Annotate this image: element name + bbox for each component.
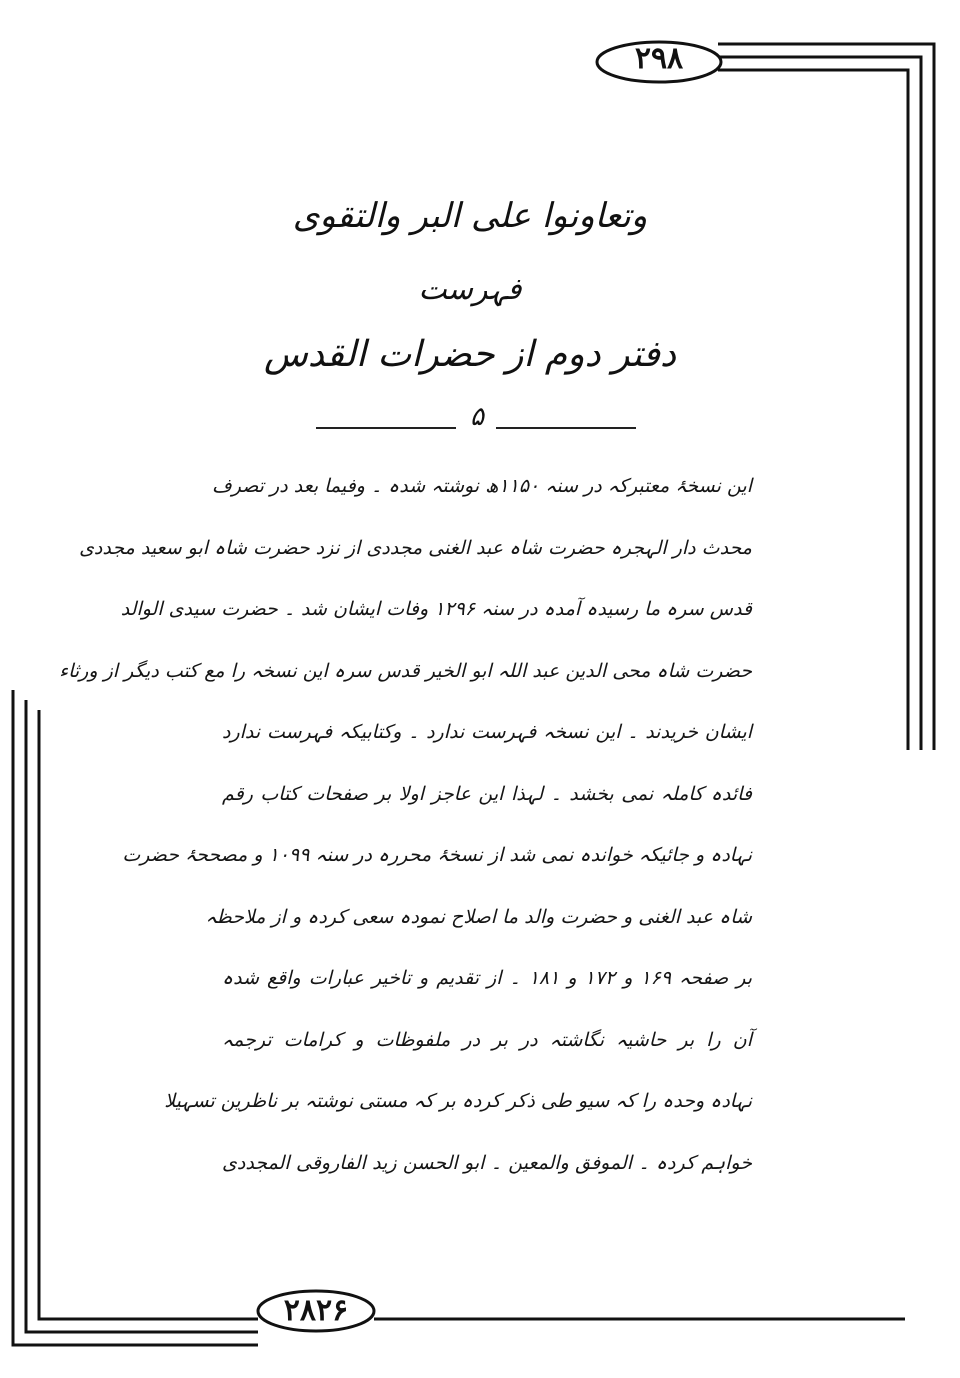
body-line-2: محدث دار الہجرہ حضرت شاہ عبد الغنی مجددی از نزد حضرت شاہ ابو سعید مجددی <box>79 536 752 559</box>
volume-title: دفتر دوم از حضرات القدس <box>263 334 677 375</box>
body-line-5: ایشان خریدند ۔ این نسخہ فہرست ندارد ۔ وکتابیکہ فہرست ندارد <box>222 721 752 743</box>
page-number-bottom: ۲۸۲۶ <box>283 1293 349 1328</box>
body-line-1: این نسخۂ معتبرکہ در سنہ ۱۱۵۰ھ نوشتہ شدہ ۔ وفیما بعد در تصرف <box>212 475 752 497</box>
handwritten-body-text <box>59 456 752 1194</box>
body-line-10: آن را بر حاشیہ نگاشتہ در بر در ملفوظات و کرامات ترجمہ <box>222 1028 752 1051</box>
divider-line-left <box>316 427 456 429</box>
body-line-9: بر صفحہ ۱۶۹ و ۱۷۲ و ۱۸۱ ۔ از تقدیم و تاخیر عبارات واقع شدہ <box>222 967 752 989</box>
page-number-top: ۲۹۸ <box>634 41 684 76</box>
divider-line-right <box>496 427 636 429</box>
body-line-11: نہادہ وحدہ را کہ سیو طی ذکر کردہ بر کہ مستی نوشتہ بر ناظرین تسہیلا <box>164 1090 752 1112</box>
body-line-7: نہادہ و جائیکہ خواندہ نمی شد از نسخۂ محررہ در سنہ ۱۰۹۹ و مصححۂ حضرت <box>122 844 752 866</box>
divider-mark: ۵ <box>470 402 484 432</box>
body-line-3: قدس سرہ ما رسیدہ آمدہ در سنہ ۱۲۹۶ وفات ایشان شد ۔ حضرت سیدی الوالد <box>120 598 752 620</box>
body-line-8: شاہ عبد الغنی و حضرت والد ما اصلاح نمودہ سعی کردہ و از ملاحظہ <box>205 905 752 928</box>
body-line-12: خواہم کردہ ۔ الموفق والمعین ۔ ابو الحسن زید الفاروقی المجددی <box>222 1151 752 1174</box>
body-line-6: فائدہ کاملہ نمی بخشد ۔ لہذا این عاجز اولا بر صفحات کتاب رقم <box>222 782 752 805</box>
body-line-4: حضرت شاہ محی الدین عبد اللہ ابو الخیر قدس سرہ این نسخہ را مع کتب دیگر از ورثاء <box>59 659 752 682</box>
index-heading: فہرست <box>418 272 522 307</box>
invocation-heading: وتعاونوا على البر والتقوى <box>292 196 648 236</box>
